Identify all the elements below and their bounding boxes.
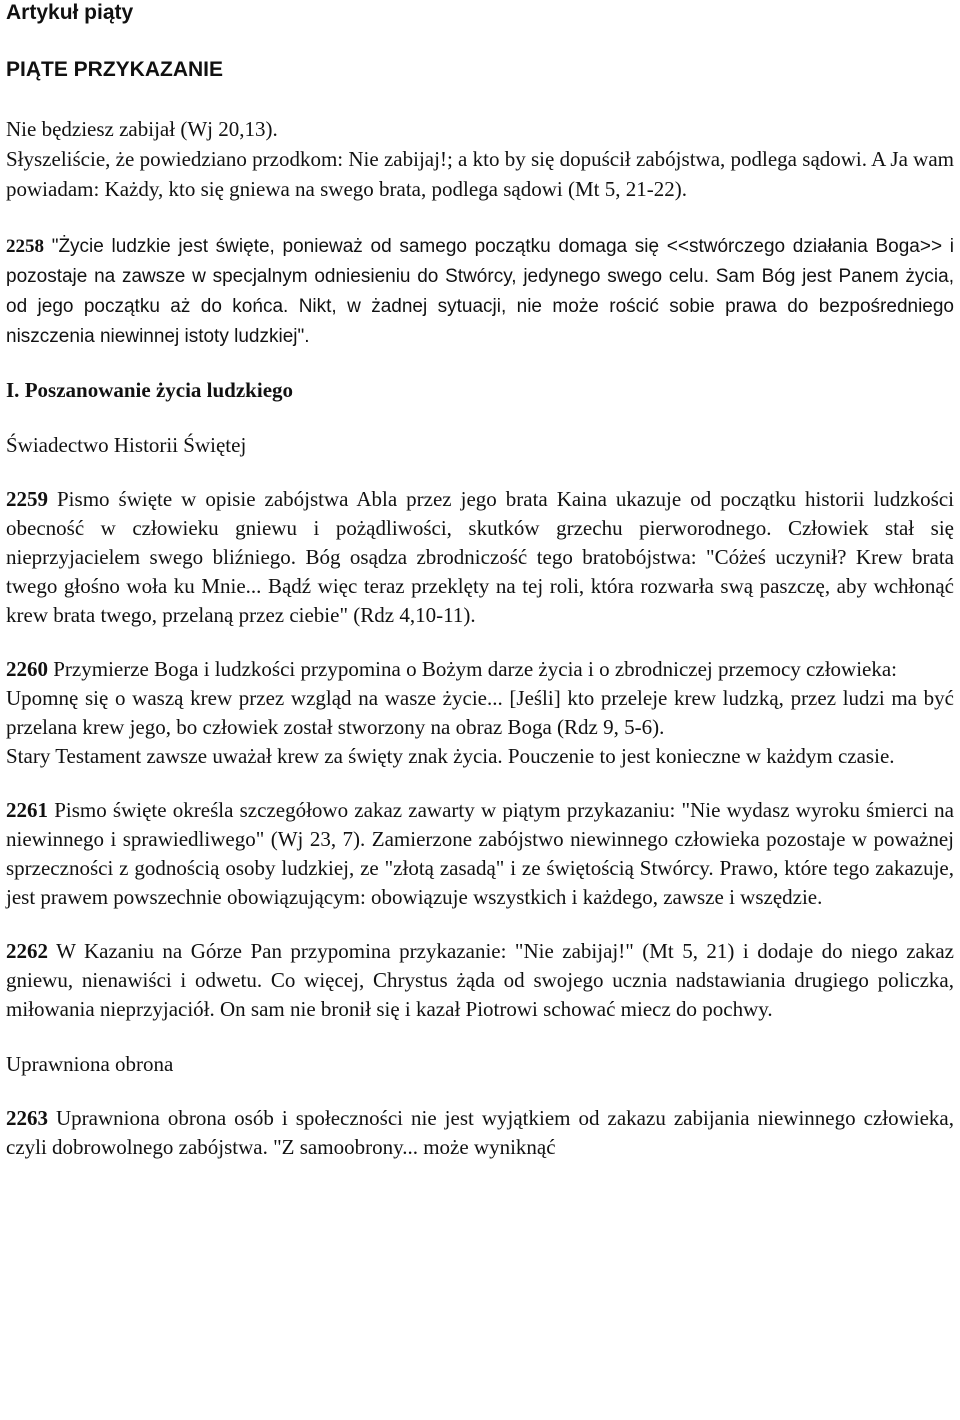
paragraph-2262 xyxy=(6,937,954,1024)
subheading-history: Świadectwo Historii Świętej xyxy=(6,433,247,457)
paragraph-number: 2261 xyxy=(6,798,48,822)
paragraph-2261 xyxy=(6,796,954,912)
paragraph-number: 2258 xyxy=(6,236,44,257)
paragraph-text: "Życie ludzkie jest święte, ponieważ od samego początku domaga się <<stwórczego działania Boga>> i pozostaje na zawsze w specjalnym odniesieniu do Stwórcy, jedynego swego celu. Sam Bóg jest Panem życia, od jego początku aż do końca. Nikt, w żadnej sytuacji, nie może rościć sobie prawa do bezpośredniego niszczenia niewinnej istoty ludzkiej". xyxy=(6,236,954,347)
paragraph-text: Przymierze Boga i ludzkości przypomina o Bożym darze życia i o zbrodniczej przemocy człowieka: xyxy=(48,657,898,681)
article-title: Artykuł piąty xyxy=(6,1,134,24)
paragraph-text: W Kazaniu na Górze Pan przypomina przykazanie: "Nie zabijaj!" (Mt 5, 21) i dodaje do niego zakaz gniewu, nienawiści i odwetu. Co więcej, Chrystus żąda od swojego ucznia nadstawiania drugiego policzka, miłowania nieprzyjaciół. On sam nie bronił się i kazał Piotrowi schować miecz do pochwy. xyxy=(6,939,954,1021)
subheading-defense: Uprawniona obrona xyxy=(6,1052,174,1076)
paragraph-number: 2259 xyxy=(6,487,48,511)
paragraph-text: Pismo święte określa szczegółowo zakaz zawarty w piątym przykazaniu: "Nie wydasz wyroku śmierci na niewinnego i sprawiedliwego" (Wj 23, 7). Zamierzone zabójstwo niewinnego człowieka pozostaje w poważnej sprzeczności z godnością osoby ludzkiej, ze "złotą zasadą" i ze świętością Stwórcy. Prawo, które tego zakazuje, jest prawem powszechnie obowiązującym: obowiązuje wszystkich i każdego, zawsze i wszędzie. xyxy=(6,798,954,909)
paragraph-text: Pismo święte w opisie zabójstwa Abla przez jego brata Kaina ukazuje od początku historii ludzkości obecność w człowieku gniewu i pożądliwości, skutków grzechu pierworodnego. Człowiek stał się nieprzyjacielem swego bliźniego. Bóg osądza zbrodniczość tego bratobójstwa: "Cóżeś uczynił? Krew brata twego głośno woła ku Mnie... Bądź więc teraz przeklęty na tej roli, która rozwarła swą paszczę, aby wchłonąć krew brata twego, przelaną przez ciebie" (Rdz 4,10-11). xyxy=(6,487,954,627)
paragraph-note: Stary Testament zawsze uważał krew za święty znak życia. Pouczenie to jest konieczne w każdym czasie. xyxy=(6,744,895,768)
paragraph-2260 xyxy=(6,655,954,771)
paragraph-number: 2260 xyxy=(6,657,48,681)
commandment-title: PIĄTE PRZYKAZANIE xyxy=(6,58,224,81)
paragraph-quote: Upomnę się o waszą krew przez wzgląd na wasze życie... [Jeśli] kto przeleje krew ludzką, przez ludzi ma być przelana krew jego, bo człowiek został stworzony na obraz Boga (Rdz 9, 5-6). xyxy=(6,686,954,739)
section-heading xyxy=(6,376,954,405)
paragraph-text: Uprawniona obrona osób i społeczności nie jest wyjątkiem od zakazu zabijania niewinnego człowieka, czyli dobrowolnego zabójstwa. "Z samoobrony... może wyniknąć xyxy=(6,1106,954,1159)
scripture-passage: Słyszeliście, że powiedziano przodkom: Nie zabijaj!; a kto by się dopuścił zabójstwa, podlega sądowi. A Ja wam powiadam: Każdy, kto się gniewa na swego brata, podlega sądowi (Mt 5, 21-22). xyxy=(6,147,954,201)
section-title: Poszanowanie życia ludzkiego xyxy=(19,378,294,402)
opening-scripture xyxy=(6,114,954,204)
scripture-line: Nie będziesz zabijał (Wj 20,13). xyxy=(6,117,278,141)
paragraph-2259 xyxy=(6,485,954,630)
paragraph-number: 2263 xyxy=(6,1106,48,1130)
paragraph-2263 xyxy=(6,1104,954,1162)
section-numeral: I. xyxy=(6,378,20,402)
paragraph-2258 xyxy=(6,232,954,352)
paragraph-number: 2262 xyxy=(6,939,48,963)
